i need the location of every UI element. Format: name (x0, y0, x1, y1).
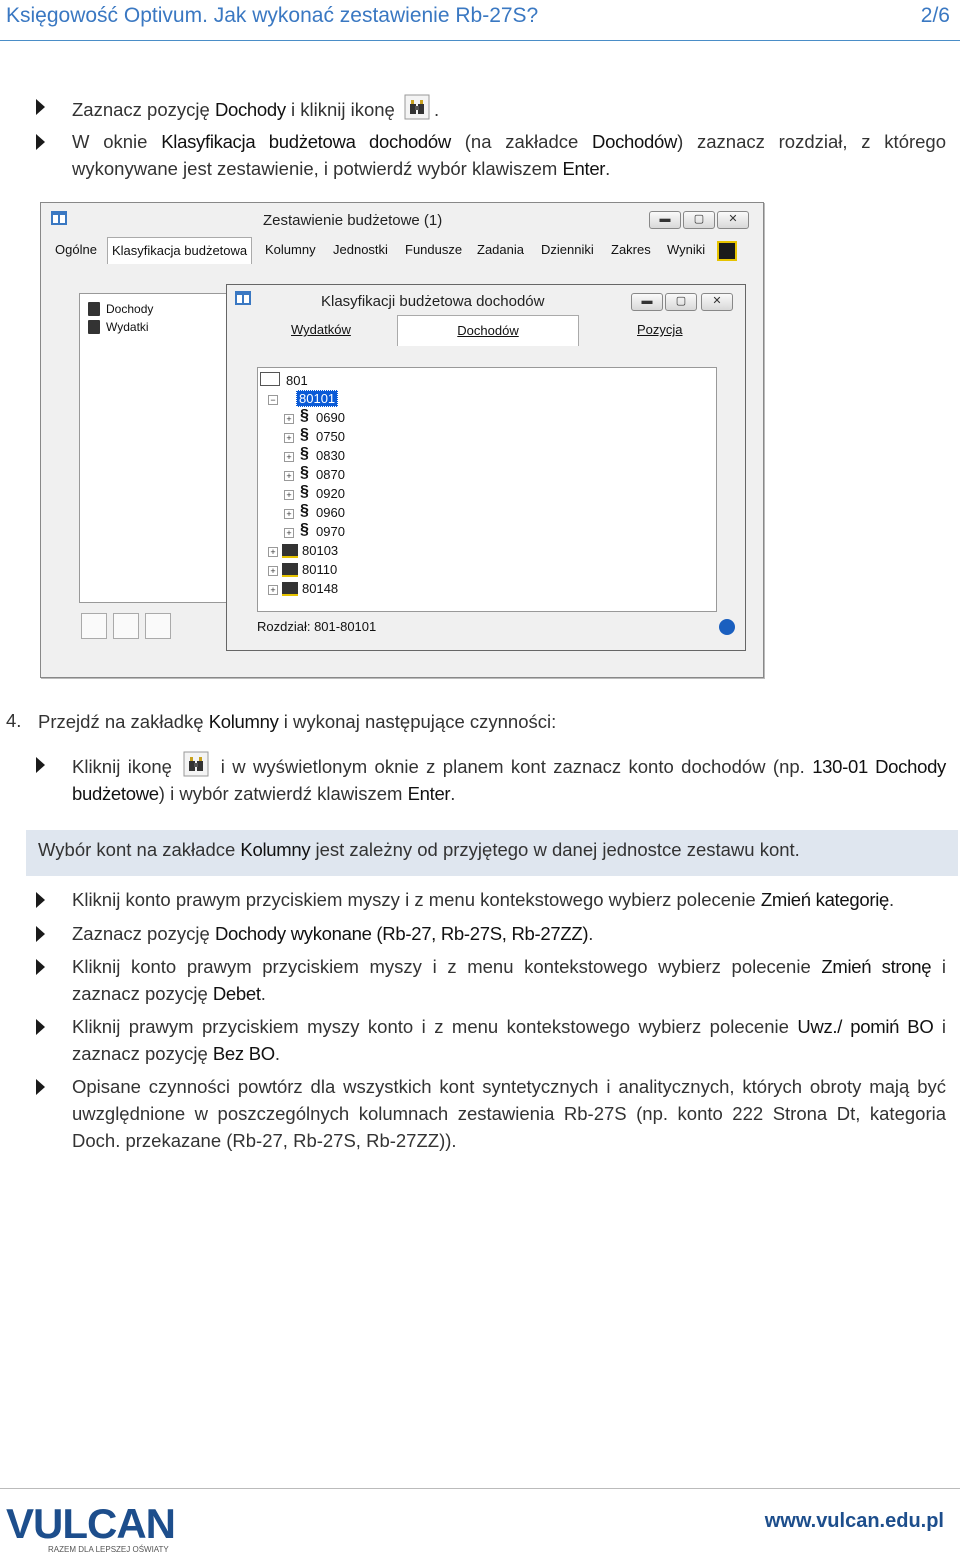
maximize-button[interactable]: ▢ (683, 211, 715, 229)
paragraph-icon: § (300, 464, 309, 481)
window-title: Klasyfikacji budżetowa dochodów (321, 293, 545, 310)
page-header (0, 0, 960, 41)
minimize-button[interactable]: ▬ (631, 293, 663, 311)
tab-zadania[interactable]: Zadania (477, 242, 524, 257)
bullet-arrow-icon (36, 134, 54, 150)
footer-divider (0, 1488, 960, 1489)
app-icon (51, 211, 67, 225)
binoculars-icon[interactable] (81, 613, 107, 639)
close-button[interactable]: ✕ (701, 293, 733, 311)
status-bar: Rozdział: 801-80101 (257, 619, 377, 634)
tab-fundusze[interactable]: Fundusze (405, 242, 463, 257)
tab-zakres[interactable]: Zakres (611, 242, 651, 257)
instruction-5: Zaznacz pozycję Dochody wykonane (Rb-27, Rb-27S, Rb-27ZZ). (72, 923, 594, 944)
term-dochody: Dochody (214, 99, 286, 120)
tab-wydatkow[interactable]: Wydatków (291, 322, 351, 337)
add-table-icon[interactable] (145, 613, 171, 639)
tab-wyniki[interactable]: Wyniki (667, 242, 706, 257)
bullet-arrow-icon (36, 892, 54, 908)
chapter-icon (282, 582, 298, 596)
text: Zaznacz pozycję (72, 99, 215, 120)
instruction-7: Kliknij prawym przyciskiem myszy konto i z menu kontekstowego wybierz polecenie Uwz./ pomiń BO i zaznacz pozycję Bez BO. (72, 1016, 946, 1064)
tab-jednostki[interactable]: Jednostki (333, 242, 388, 257)
window-titlebar (41, 203, 763, 233)
close-button[interactable]: ✕ (717, 211, 749, 229)
text: W oknie (72, 131, 162, 152)
text: Przejdź na zakładkę (38, 711, 209, 732)
text: i kliknij ikonę (285, 99, 395, 120)
help-icon[interactable] (719, 619, 735, 635)
text: (na zakładce (450, 131, 593, 152)
tab-bar (41, 237, 763, 265)
classification-tree: 801 − 80101 + § 0690 + § 0750 + § 0830 + § 0870 + § 0920 + § 0960 + § 0970 + 80103 + 80110 + 80148 (257, 367, 717, 612)
tab-dzienniki[interactable]: Dzienniki (541, 242, 594, 257)
page-number: 2/6 (920, 4, 950, 27)
tab-bar (237, 315, 733, 345)
text: Kliknij ikonę (72, 756, 172, 777)
paragraph-icon: § (300, 483, 309, 500)
paragraph-icon: § (300, 426, 309, 443)
term-kolumny: Kolumny (208, 711, 279, 732)
term: Enter (562, 158, 606, 179)
chapter-icon (282, 563, 298, 577)
logo-slogan: RAZEM DLA LEPSZEJ OŚWIATY (48, 1545, 169, 1554)
binoculars-icon (404, 94, 430, 120)
term: Dochodów (592, 131, 678, 152)
tree-node-root[interactable]: 801 (260, 372, 308, 388)
list-item[interactable]: Dochody (88, 302, 153, 316)
film-icon[interactable] (717, 241, 737, 261)
window-title: Zestawienie budżetowe (1) (263, 212, 443, 229)
step-number: 4. (6, 710, 22, 731)
instruction-4: Kliknij konto prawym przyciskiem myszy i z menu kontekstowego wybierz polecenie Zmień kategorię. (72, 889, 895, 910)
instruction-6: Kliknij konto prawym przyciskiem myszy i z menu kontekstowego wybierz polecenie Zmień stronę i zaznacz pozycję Debet. (72, 956, 947, 1004)
bullet-arrow-icon (36, 926, 54, 942)
text: ) zaznacz rozdział, z którego wykonywane jest zestawienie, i potwierdź wybór klawiszem (72, 131, 947, 179)
text: ) i wybór zatwierdź klawiszem (158, 783, 408, 804)
tab-ogolne[interactable]: Ogólne (55, 242, 97, 257)
binder-icon (88, 320, 100, 334)
instruction-1 (72, 94, 946, 123)
text: . (434, 99, 440, 120)
term: Enter (407, 783, 451, 804)
bullet-arrow-icon (36, 1079, 54, 1095)
minimize-button[interactable]: ▬ (649, 211, 681, 229)
binder-icon (88, 302, 100, 316)
tree-node-selected[interactable]: 80101 (296, 391, 338, 406)
text: i w wyświetlonym oknie z planem kont zaznacz konto dochodów (np. (213, 756, 813, 777)
instruction-2 (72, 128, 946, 182)
step-4-heading (38, 708, 938, 735)
text: . (450, 783, 456, 804)
edit-link-icon[interactable] (113, 613, 139, 639)
section-list (79, 293, 231, 603)
instruction-8: Opisane czynności powtórz dla wszystkich kont syntetycznych i analitycznych, których obroty mają być uwzględnione w poszczególnych kolumnach zestawienia Rb-27S (np. konto 222 Strona Dt, kategoria Doch. przekazane (Rb-27, Rb-27S, Rb-27ZZ)). (72, 1076, 946, 1151)
folder-icon (260, 372, 280, 386)
binoculars-icon (183, 751, 209, 777)
tab-dochodow[interactable]: Dochodów (397, 315, 579, 346)
app-icon (235, 291, 251, 305)
document-title: Księgowość Optivum. Jak wykonać zestawienie Rb-27S? (6, 4, 539, 27)
text: i wykonaj następujące czynności: (278, 711, 557, 732)
paragraph-icon: § (300, 407, 309, 424)
klasyfikacja-window (226, 284, 746, 651)
info-note (26, 830, 958, 876)
vulcan-logo: VULCAN (6, 1500, 175, 1547)
tab-pozycja[interactable]: Pozycja (637, 322, 683, 337)
bullet-arrow-icon (36, 1019, 54, 1035)
bullet-arrow-icon (36, 99, 54, 115)
text: . (605, 158, 611, 179)
note-text: Wybór kont na zakładce Kolumny jest zależny od przyjętego w danej jednostce zestawu kont. (38, 839, 800, 860)
term: Klasyfikacja budżetowa dochodów (161, 131, 451, 152)
footer-url[interactable]: www.vulcan.edu.pl (764, 1510, 944, 1532)
paragraph-icon: § (300, 445, 309, 462)
collapse-icon[interactable]: − (268, 395, 278, 405)
tab-kolumny[interactable]: Kolumny (265, 242, 316, 257)
instruction-3 (72, 751, 946, 807)
tab-klasyfikacja[interactable]: Klasyfikacja budżetowa (107, 237, 252, 264)
bullet-arrow-icon (36, 757, 54, 773)
paragraph-icon: § (300, 502, 309, 519)
paragraph-icon: § (300, 521, 309, 538)
term: 130-01 Dochody budżetowe (72, 756, 947, 804)
maximize-button[interactable]: ▢ (665, 293, 697, 311)
bullet-arrow-icon (36, 959, 54, 975)
chapter-icon (282, 544, 298, 558)
list-item[interactable]: Wydatki (88, 320, 149, 334)
